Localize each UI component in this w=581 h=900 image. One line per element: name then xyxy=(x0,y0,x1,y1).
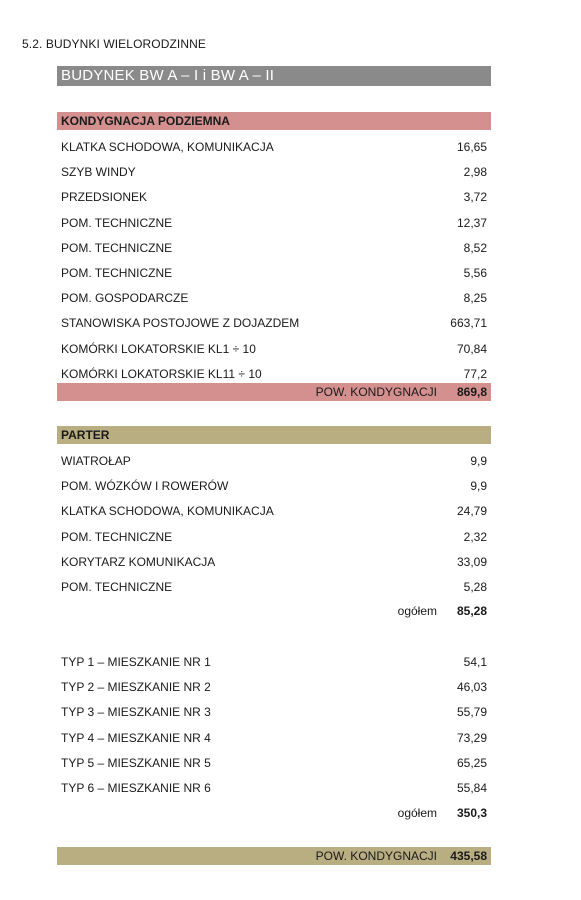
basement-row xyxy=(61,366,487,382)
apartment-row-value: 55,84 xyxy=(456,781,487,795)
ground-floor-row-value: 5,28 xyxy=(463,580,487,594)
basement-row-label: POM. GOSPODARCZE xyxy=(61,291,189,306)
ground-floor-row-label: WIATROŁAP xyxy=(61,454,131,468)
ground-floor-row-label: KLATKA SCHODOWA, KOMUNIKACJA xyxy=(61,504,274,519)
apartment-row-label: TYP 6 – MIESZKANIE NR 6 xyxy=(61,781,211,795)
ground-floor-subtotal xyxy=(57,603,491,619)
apartments-subtotal xyxy=(57,805,491,821)
basement-row-label: SZYB WINDY xyxy=(61,165,136,180)
basement-row-value: 2,98 xyxy=(463,165,487,180)
basement-row xyxy=(61,164,487,180)
ground-floor-total-label: POW. KONDYGNACJI xyxy=(315,849,437,863)
apartment-row-label: TYP 4 – MIESZKANIE NR 4 xyxy=(61,730,211,745)
ground-floor-row-label: POM. WÓZKÓW I ROWERÓW xyxy=(61,479,229,494)
apartment-row-label: TYP 2 – MIESZKANIE NR 2 xyxy=(61,680,211,695)
apartment-row xyxy=(61,679,487,695)
apartment-row xyxy=(61,704,487,720)
apartment-row xyxy=(61,780,487,796)
ground-floor-row-label: POM. TECHNICZNE xyxy=(61,529,173,544)
basement-row-value: 16,65 xyxy=(456,140,487,154)
basement-row-value: 5,56 xyxy=(463,266,487,280)
apartment-row-value: 54,1 xyxy=(463,655,487,669)
basement-row xyxy=(61,265,487,281)
building-title: BUDYNEK BW A – I i BW A – II xyxy=(57,66,491,86)
apartment-row-value: 46,03 xyxy=(456,680,487,695)
basement-row xyxy=(61,290,487,306)
ground-floor-row xyxy=(61,579,487,595)
apartment-row xyxy=(61,755,487,771)
ground-floor-row-value: 9,9 xyxy=(470,454,487,468)
basement-row-value: 8,25 xyxy=(463,291,487,306)
apartment-row-value: 73,29 xyxy=(456,730,487,745)
ground-floor-row-value: 9,9 xyxy=(470,479,487,494)
ground-floor-row-value: 2,32 xyxy=(463,529,487,544)
ground-floor-row-label: KORYTARZ KOMUNIKACJA xyxy=(61,554,216,569)
basement-row-label: KOMÓRKI LOKATORSKIE KL11 ÷ 10 xyxy=(61,366,262,381)
apartment-row-label: TYP 5 – MIESZKANIE NR 5 xyxy=(61,755,211,770)
basement-row-label: KOMÓRKI LOKATORSKIE KL1 ÷ 10 xyxy=(61,341,256,356)
ground-subtotal-value: 85,28 xyxy=(456,604,487,618)
ground-floor-row xyxy=(61,453,487,469)
ground-floor-row xyxy=(61,554,487,570)
basement-row-label: PRZEDSIONEK xyxy=(61,190,148,205)
ground-floor-total-value: 435,58 xyxy=(450,849,487,863)
basement-row xyxy=(61,139,487,155)
basement-row xyxy=(61,341,487,357)
basement-row xyxy=(61,240,487,256)
ground-floor-row xyxy=(61,503,487,519)
basement-row-label: POM. TECHNICZNE xyxy=(61,215,173,230)
basement-row-value: 12,37 xyxy=(456,215,487,230)
apartment-row-label: TYP 1 – MIESZKANIE NR 1 xyxy=(61,655,211,669)
basement-row xyxy=(61,215,487,231)
basement-row-value: 77,2 xyxy=(463,366,487,381)
ground-floor-row-label: POM. TECHNICZNE xyxy=(61,580,173,594)
basement-total-value: 869,8 xyxy=(456,385,487,399)
basement-total-label: POW. KONDYGNACJI xyxy=(315,385,437,399)
basement-row-value: 8,52 xyxy=(463,240,487,255)
ground-floor-row-value: 24,79 xyxy=(456,504,487,519)
basement-row-value: 70,84 xyxy=(456,341,487,356)
basement-row-value: 3,72 xyxy=(463,190,487,205)
basement-total-bar xyxy=(57,383,491,401)
ground-floor-row xyxy=(61,478,487,494)
apartment-row-value: 55,79 xyxy=(456,705,487,720)
basement-row-label: POM. TECHNICZNE xyxy=(61,266,173,280)
basement-header: KONDYGNACJA PODZIEMNA xyxy=(57,112,491,130)
basement-row xyxy=(61,189,487,205)
basement-row-label: KLATKA SCHODOWA, KOMUNIKACJA xyxy=(61,140,274,154)
ground-subtotal-label: ogółem xyxy=(397,604,437,618)
ground-floor-total-bar xyxy=(57,847,491,865)
ground-floor-header: PARTER xyxy=(57,426,491,444)
basement-row-label: STANOWISKA POSTOJOWE Z DOJAZDEM xyxy=(61,316,300,331)
ground-floor-row-value: 33,09 xyxy=(456,554,487,569)
apartment-row-label: TYP 3 – MIESZKANIE NR 3 xyxy=(61,705,211,720)
apartment-row xyxy=(61,654,487,670)
apartment-row-value: 65,25 xyxy=(456,755,487,770)
apartment-row xyxy=(61,730,487,746)
basement-row-label: POM. TECHNICZNE xyxy=(61,240,173,255)
basement-row-value: 663,71 xyxy=(450,316,487,331)
ground-floor-row xyxy=(61,529,487,545)
section-heading: 5.2. BUDYNKI WIELORODZINNE xyxy=(22,37,206,51)
apartments-total-value: 350,3 xyxy=(456,806,487,820)
apartments-total-label: ogółem xyxy=(397,806,437,820)
basement-row xyxy=(61,315,487,331)
